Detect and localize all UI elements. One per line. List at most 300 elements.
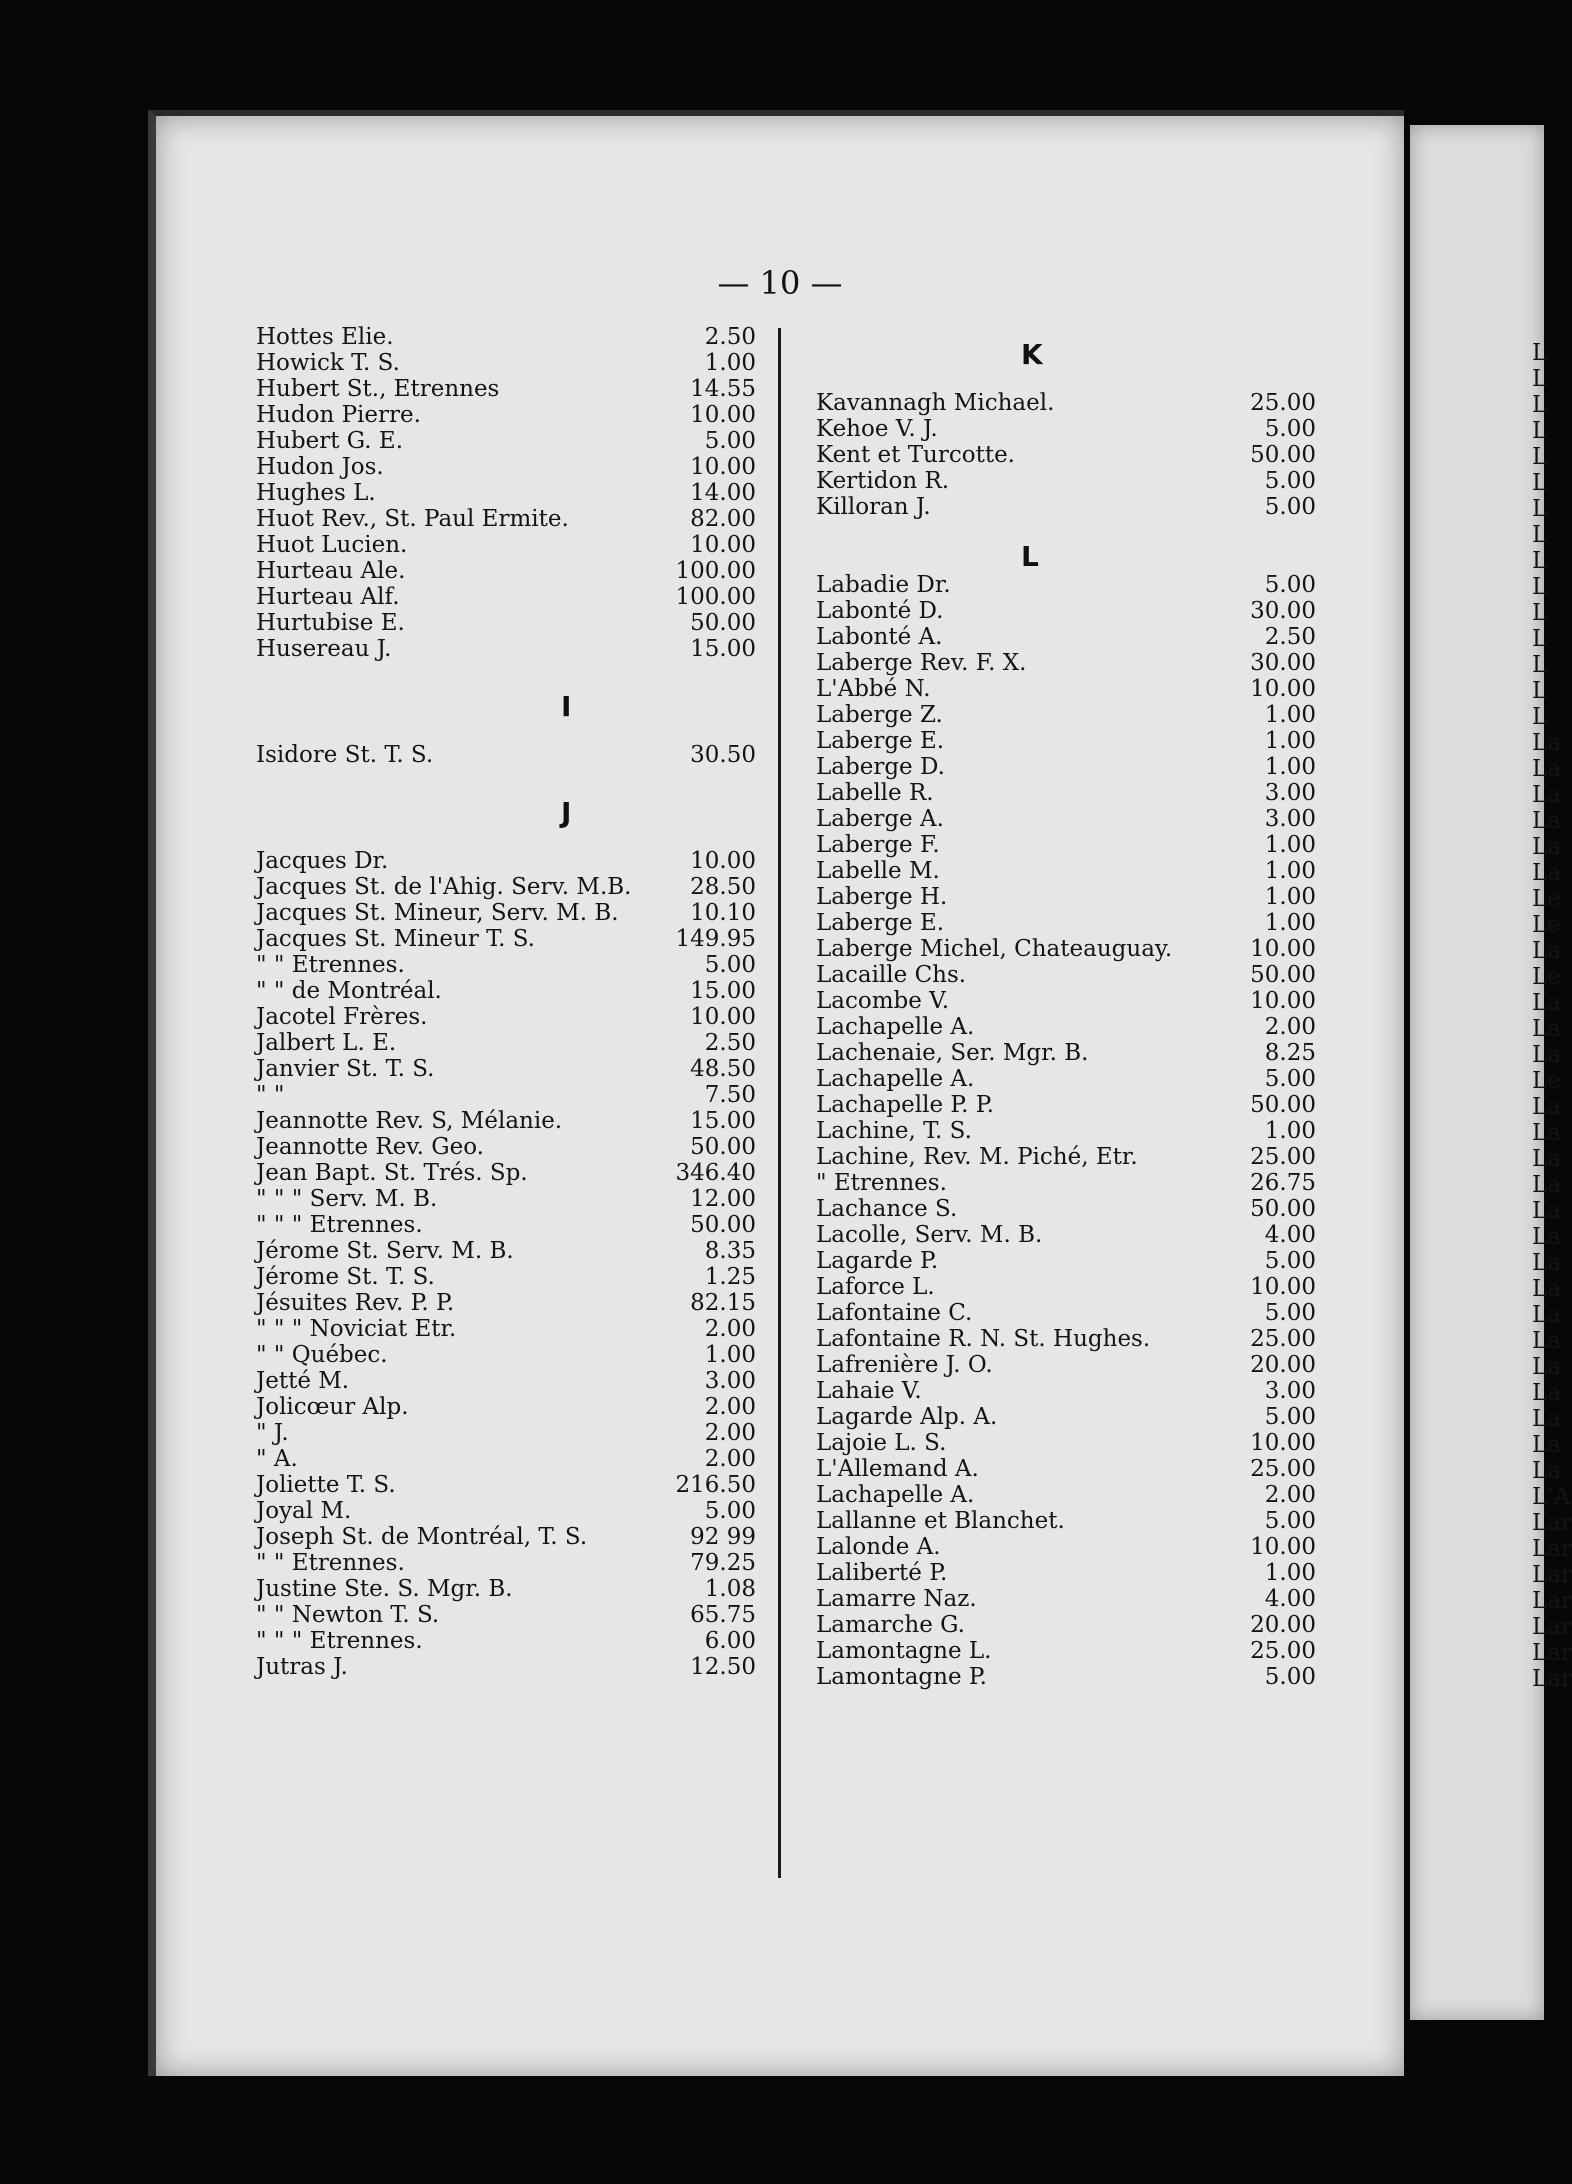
donation-amount: 2.00 [1264,1482,1316,1508]
list-item [256,1212,756,1238]
list-item [256,742,756,768]
next-page-fragment: L [1532,600,1548,626]
donor-name: Lajoie L. S. [816,1430,947,1456]
list-item [816,676,1316,702]
donor-name: Laberge A. [816,806,944,832]
donation-amount: 10.00 [690,532,756,558]
list-item [816,1404,1316,1430]
list-item [256,848,756,874]
donor-name: Lachapelle P. P. [816,1092,994,1118]
donation-amount: 5.00 [704,952,756,978]
list-item [816,650,1316,676]
donor-name: Lafontaine R. N. St. Hughes. [816,1326,1151,1352]
list-item [816,1326,1316,1352]
donation-amount: 14.00 [690,480,756,506]
donor-name: Lachine, T. S. [816,1118,972,1144]
donor-name: Lalonde A. [816,1534,941,1560]
donation-amount: 10.00 [690,848,756,874]
list-item [256,1056,756,1082]
donation-amount: 10.00 [1250,936,1316,962]
donor-name: Hurtubise E. [256,610,405,636]
donor-name: Jacques St. Mineur T. S. [256,926,535,952]
donor-name: Jacotel Frères. [256,1004,428,1030]
donation-amount: 8.35 [704,1238,756,1264]
next-page-fragment: La [1532,1380,1561,1406]
donor-name: " Etrennes. [816,1170,947,1196]
donor-name: Hughes L. [256,480,376,506]
list-item [256,558,756,584]
donation-amount: 12.00 [690,1186,756,1212]
donor-name: " " Québec. [256,1342,388,1368]
donor-name: Lachenaie, Ser. Mgr. B. [816,1040,1089,1066]
donor-name: Lacaille Chs. [816,962,967,988]
list-item [256,1368,756,1394]
donation-amount: 5.00 [704,428,756,454]
next-page-edge [1410,125,1572,2020]
list-item [816,1638,1316,1664]
donation-amount: 10.00 [690,454,756,480]
list-item [256,1342,756,1368]
list-item [816,1612,1316,1638]
donor-name: Lachapelle A. [816,1066,975,1092]
donation-amount: 4.00 [1264,1222,1316,1248]
donation-amount: 25.00 [1250,1638,1316,1664]
donation-amount: 3.00 [1264,806,1316,832]
donor-name: " " " Etrennes. [256,1628,423,1654]
donation-amount: 100.00 [675,584,756,610]
list-item [816,884,1316,910]
donor-name: Husereau J. [256,636,392,662]
donation-amount: 15.00 [690,636,756,662]
list-item [256,350,756,376]
donation-amount: 10.10 [690,900,756,926]
donor-name: Howick T. S. [256,350,400,376]
donation-amount: 6.00 [704,1628,756,1654]
donor-name: Hubert St., Etrennes [256,376,500,402]
list-item [816,598,1316,624]
list-item [816,1274,1316,1300]
donor-name: Jacques St. de l'Ahig. Serv. M.B. [256,874,632,900]
donor-name: Lamontagne L. [816,1638,992,1664]
donor-name: Laberge D. [816,754,945,780]
list-item [816,442,1316,468]
donation-amount: 65.75 [690,1602,756,1628]
donor-name: " " " Serv. M. B. [256,1186,438,1212]
list-item [816,624,1316,650]
next-page-fragment: La [1532,990,1561,1016]
list-item [816,1378,1316,1404]
next-page-fragment: Le [1532,964,1561,990]
donation-amount: 1.00 [1264,858,1316,884]
donor-name: Labadie Dr. [816,572,951,598]
list-item [256,1498,756,1524]
list-item [256,1160,756,1186]
donor-name: Laberge F. [816,832,940,858]
list-item [256,1628,756,1654]
donation-amount: 50.00 [1250,442,1316,468]
list-item [816,1066,1316,1092]
list-item [816,494,1316,520]
next-page-fragment: Lar [1532,1640,1572,1666]
donor-name: Justine Ste. S. Mgr. B. [256,1576,513,1602]
donation-amount: 5.00 [1264,1248,1316,1274]
donation-amount: 25.00 [1250,390,1316,416]
donation-amount: 216.50 [675,1472,756,1498]
list-item [256,584,756,610]
list-item [816,1664,1316,1690]
donor-name: Lagarde Alp. A. [816,1404,998,1430]
donation-amount: 5.00 [1264,1404,1316,1430]
donor-name: Labelle M. [816,858,940,884]
next-page-fragment: La [1532,1276,1561,1302]
donor-name: Lachapelle A. [816,1482,975,1508]
donation-amount: 1.00 [1264,1560,1316,1586]
donor-name: Labelle R. [816,780,934,806]
donation-amount: 25.00 [1250,1326,1316,1352]
list-item [256,1576,756,1602]
donor-name: Lamarche G. [816,1612,965,1638]
donation-amount: 48.50 [690,1056,756,1082]
list-item [256,1472,756,1498]
donation-amount: 100.00 [675,558,756,584]
next-page-fragment: L [1532,340,1548,366]
donor-name: Lamarre Naz. [816,1586,977,1612]
donor-name: Janvier St. T. S. [256,1056,435,1082]
donor-name: Hudon Pierre. [256,402,421,428]
next-page-fragment: L [1532,522,1548,548]
list-item [256,1030,756,1056]
donor-name: " " Etrennes. [256,1550,405,1576]
donation-amount: 1.08 [704,1576,756,1602]
donation-amount: 50.00 [1250,1196,1316,1222]
donation-amount: 30.00 [1250,650,1316,676]
list-item [256,610,756,636]
list-item [256,532,756,558]
donation-amount: 26.75 [1250,1170,1316,1196]
donor-name: Lacolle, Serv. M. B. [816,1222,1043,1248]
list-item [816,1014,1316,1040]
list-item [816,1586,1316,1612]
donation-amount: 82.00 [690,506,756,532]
donation-amount: 50.00 [690,1212,756,1238]
donor-name: Jacques St. Mineur, Serv. M. B. [256,900,619,926]
donor-name: Joliette T. S. [256,1472,396,1498]
list-item [816,572,1316,598]
donor-name: Isidore St. T. S. [256,742,434,768]
donor-name: Hurteau Ale. [256,558,406,584]
donation-amount: 82.15 [690,1290,756,1316]
list-item [256,1420,756,1446]
next-page-fragment: L [1532,548,1548,574]
next-page-fragment: L [1532,626,1548,652]
list-item [816,988,1316,1014]
list-item [816,1196,1316,1222]
donation-amount: 12.50 [690,1654,756,1680]
donation-amount: 10.00 [1250,1274,1316,1300]
list-item [256,1602,756,1628]
donor-name: " " " Etrennes. [256,1212,423,1238]
next-page-fragment: La [1532,1354,1561,1380]
donation-amount: 1.00 [1264,728,1316,754]
list-item [816,1222,1316,1248]
list-item [256,1238,756,1264]
donation-amount: 5.00 [704,1498,756,1524]
donor-name: Laberge E. [816,910,945,936]
donor-name: Kertidon R. [816,468,950,494]
donor-name: Laberge E. [816,728,945,754]
next-page-fragment: La [1532,1146,1561,1172]
donor-name: Jolicœur Alp. [256,1394,409,1420]
donor-name: Jean Bapt. St. Trés. Sp. [256,1160,528,1186]
donation-amount: 10.00 [1250,1534,1316,1560]
section-letter: J [561,796,572,829]
donor-name: Joseph St. de Montréal, T. S. [256,1524,588,1550]
next-page-fragment: Le [1532,1068,1561,1094]
next-page-fragment: L [1532,704,1548,730]
list-item [256,900,756,926]
column-divider [778,328,781,1878]
donor-name: Lachance S. [816,1196,958,1222]
list-item [256,1394,756,1420]
donation-amount: 5.00 [1264,1300,1316,1326]
donor-name: Jutras J. [256,1654,348,1680]
next-page-fragment: Lar [1532,1666,1572,1692]
list-item [256,506,756,532]
donation-amount: 20.00 [1250,1352,1316,1378]
list-item [816,1482,1316,1508]
next-page-fragment: La [1532,1016,1561,1042]
next-page-fragment: L [1532,392,1548,418]
next-page-fragment: Le [1532,886,1561,912]
donation-amount: 346.40 [675,1160,756,1186]
list-item [256,1290,756,1316]
donor-name: Hottes Elie. [256,324,394,350]
donation-amount: 2.50 [1264,624,1316,650]
list-item [256,1186,756,1212]
donor-name: " " de Montréal. [256,978,442,1004]
section-letter: I [561,690,572,723]
donation-amount: 15.00 [690,1108,756,1134]
donation-amount: 10.00 [1250,988,1316,1014]
donor-name: Lachapelle A. [816,1014,975,1040]
donation-amount: 3.00 [1264,780,1316,806]
donor-name: L'Allemand A. [816,1456,979,1482]
donation-amount: 1.00 [704,350,756,376]
donor-name: Lafontaine C. [816,1300,973,1326]
donation-amount: 14.55 [690,376,756,402]
list-item [816,806,1316,832]
next-page-fragment: La [1532,1406,1561,1432]
next-page-fragment: La [1532,1432,1561,1458]
list-item [256,1082,756,1108]
donor-name: Jalbert L. E. [256,1030,397,1056]
donation-amount: 7.50 [704,1082,756,1108]
donor-name: " " Etrennes. [256,952,405,978]
list-item [816,754,1316,780]
list-item [816,936,1316,962]
donation-amount: 2.50 [704,324,756,350]
next-page-fragment: L [1532,678,1548,704]
donor-name: Laberge Michel, Chateauguay. [816,936,1173,962]
list-item [816,1560,1316,1586]
list-item [256,636,756,662]
next-page-fragment: Le [1532,912,1561,938]
donor-name: Hurteau Alf. [256,584,400,610]
list-item [816,1352,1316,1378]
donation-amount: 1.00 [1264,832,1316,858]
next-page-fragment: La [1532,834,1561,860]
list-item [816,1092,1316,1118]
donation-amount: 2.00 [704,1420,756,1446]
donation-amount: 28.50 [690,874,756,900]
donor-name: Lahaie V. [816,1378,922,1404]
donation-amount: 79.25 [690,1550,756,1576]
donor-name: " " Newton T. S. [256,1602,440,1628]
donor-name: " " " Noviciat Etr. [256,1316,457,1342]
next-page-fragment: Lar [1532,1562,1572,1588]
list-item [256,1004,756,1030]
list-item [816,1040,1316,1066]
donor-name: Laberge Rev. F. X. [816,650,1027,676]
ledger-page [148,110,1404,2076]
donation-amount: 2.00 [704,1446,756,1472]
donor-name: Labonté A. [816,624,943,650]
page-number: — 10 — [717,264,843,302]
section-letter: L [1021,540,1039,573]
list-item [816,390,1316,416]
list-item [816,910,1316,936]
donation-amount: 10.00 [690,1004,756,1030]
section-letter: K [1021,338,1043,371]
donation-amount: 1.25 [704,1264,756,1290]
donor-name: Laberge Z. [816,702,943,728]
donor-name: Labonté D. [816,598,944,624]
donation-amount: 3.00 [1264,1378,1316,1404]
donor-name: Hubert G. E. [256,428,404,454]
list-item [256,1108,756,1134]
list-item [816,1430,1316,1456]
next-page-fragment: La [1532,860,1561,886]
next-page-fragment: L'A [1532,1484,1571,1510]
list-item [816,962,1316,988]
donation-amount: 50.00 [690,610,756,636]
donation-amount: 1.00 [1264,754,1316,780]
list-item [256,926,756,952]
list-item [816,468,1316,494]
donor-name: Laberge H. [816,884,948,910]
donor-name: " A. [256,1446,298,1472]
next-page-fragment: L [1532,652,1548,678]
list-item [816,728,1316,754]
donation-amount: 50.00 [690,1134,756,1160]
donor-name: Kehoe V. J. [816,416,938,442]
donation-amount: 1.00 [1264,910,1316,936]
donor-name: Jérome St. Serv. M. B. [256,1238,514,1264]
donation-amount: 10.00 [1250,1430,1316,1456]
list-item [816,1248,1316,1274]
list-item [256,402,756,428]
donation-amount: 92 99 [690,1524,756,1550]
next-page-fragment: La [1532,938,1561,964]
donor-name: Lafrenière J. O. [816,1352,993,1378]
list-item [816,1118,1316,1144]
donor-name: " " [256,1082,285,1108]
next-page-fragment: La [1532,1198,1561,1224]
donation-amount: 2.00 [704,1394,756,1420]
list-item [256,1264,756,1290]
donor-name: Lamontagne P. [816,1664,987,1690]
next-page-fragment: L [1532,366,1548,392]
next-page-fragment: La [1532,1250,1561,1276]
list-item [256,480,756,506]
donor-name: Huot Rev., St. Paul Ermite. [256,506,569,532]
list-item [816,1144,1316,1170]
donor-name: Joyal M. [256,1498,352,1524]
donation-amount: 25.00 [1250,1456,1316,1482]
donation-amount: 5.00 [1264,416,1316,442]
donation-amount: 2.00 [704,1316,756,1342]
list-item [256,1550,756,1576]
donation-amount: 2.00 [1264,1014,1316,1040]
donation-amount: 5.00 [1264,1066,1316,1092]
list-item [256,1134,756,1160]
donation-amount: 25.00 [1250,1144,1316,1170]
list-item [816,1170,1316,1196]
next-page-fragment: L [1532,418,1548,444]
donor-name: L'Abbé N. [816,676,931,702]
list-item [256,1654,756,1680]
donor-name: Laforce L. [816,1274,935,1300]
next-page-fragment: La [1532,1458,1561,1484]
donation-amount: 5.00 [1264,1508,1316,1534]
donation-amount: 8.25 [1264,1040,1316,1066]
list-item [256,454,756,480]
next-page-fragment: L [1532,574,1548,600]
donation-amount: 149.95 [675,926,756,952]
list-item [256,978,756,1004]
next-page-fragment: Lar [1532,1510,1572,1536]
donation-amount: 50.00 [1250,1092,1316,1118]
donation-amount: 1.00 [1264,1118,1316,1144]
list-item [256,874,756,900]
list-item [816,1300,1316,1326]
donation-amount: 4.00 [1264,1586,1316,1612]
list-item [256,428,756,454]
list-item [256,1446,756,1472]
donor-name: Lallanne et Blanchet. [816,1508,1065,1534]
donation-amount: 1.00 [1264,702,1316,728]
list-item [256,376,756,402]
donation-amount: 30.50 [690,742,756,768]
list-item [816,1508,1316,1534]
next-page-fragment: Lar [1532,1614,1572,1640]
donor-name: Jetté M. [256,1368,350,1394]
list-item [816,1534,1316,1560]
next-page-fragment: Lar [1532,1588,1572,1614]
list-item [256,1316,756,1342]
donation-amount: 2.50 [704,1030,756,1056]
next-page-fragment: La [1532,1042,1561,1068]
donor-name: Laliberté P. [816,1560,948,1586]
donor-name: Huot Lucien. [256,532,408,558]
donor-name: Jérome St. T. S. [256,1264,435,1290]
next-page-fragment: La [1532,1302,1561,1328]
next-page-fragment: La [1532,808,1561,834]
donor-name: Jeannotte Rev. Geo. [256,1134,484,1160]
next-page-fragment: La [1532,1120,1561,1146]
donation-amount: 30.00 [1250,598,1316,624]
list-item [256,324,756,350]
